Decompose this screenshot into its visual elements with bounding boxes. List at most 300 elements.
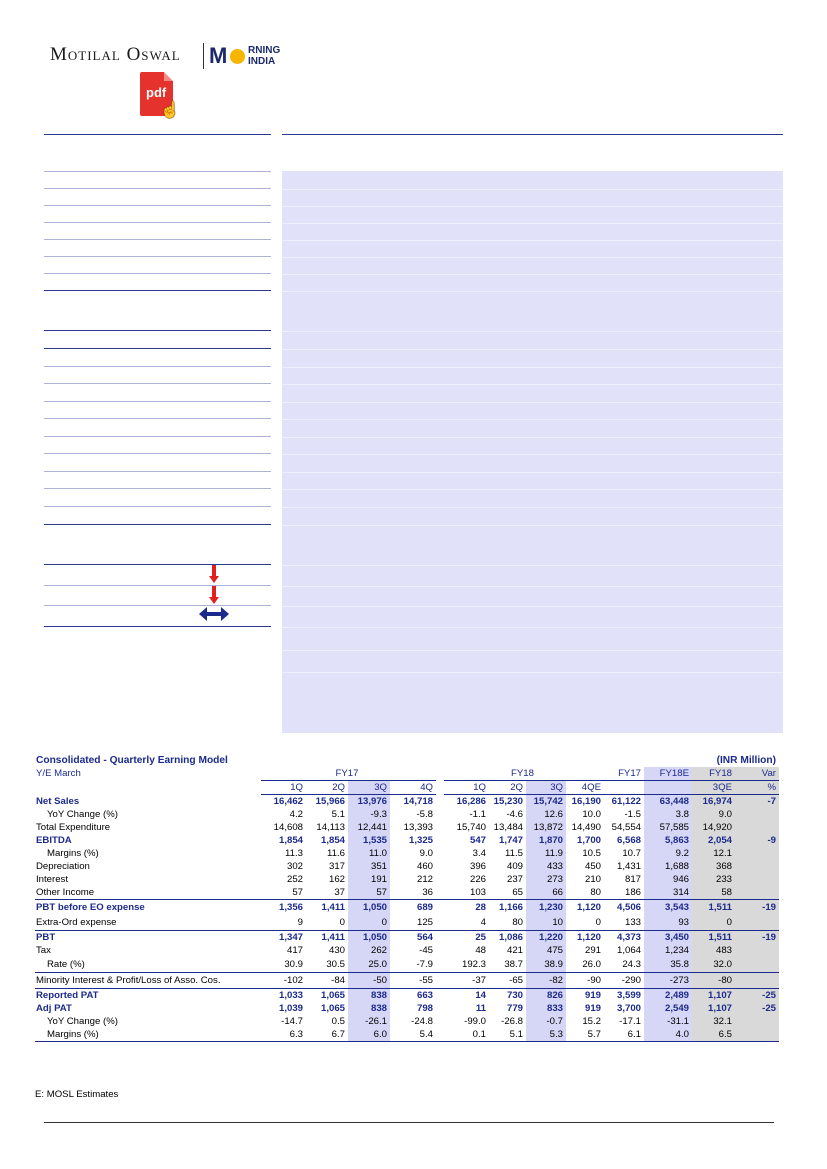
table-cell: -1.5	[624, 809, 641, 820]
table-cell: 1,411	[306, 900, 348, 916]
table-cell: 2,054	[692, 834, 735, 847]
estimate-change-header-rule	[44, 564, 271, 565]
table-cell: 30.9	[284, 959, 303, 970]
table-cell: -37	[444, 973, 489, 989]
quarter-header: 3QE	[692, 781, 735, 795]
quarter-header: 3Q	[526, 781, 566, 795]
quarter-header-row	[35, 781, 779, 795]
table-cell: 730	[489, 989, 526, 1003]
table-cell: 12.6	[526, 808, 566, 821]
table-cell: -84	[306, 973, 348, 989]
table-cell: 1,107	[692, 1002, 735, 1015]
table-cell	[735, 821, 779, 834]
panel-rule	[282, 223, 783, 224]
down-arrow-icon	[209, 565, 219, 583]
panel-rule	[282, 565, 783, 566]
table-cell: 15,230	[493, 796, 523, 807]
table-cell: 417	[286, 945, 303, 956]
row-label: Adj PAT	[36, 1003, 72, 1014]
row-label: Margins (%)	[47, 848, 99, 859]
table-cell: -19	[735, 931, 779, 945]
table-cell: 9.0	[692, 808, 735, 821]
table-cell: 1,086	[489, 931, 526, 945]
table-cell: 25.0	[348, 957, 390, 973]
table-cell: -1.1	[469, 809, 486, 820]
table-cell: 838	[348, 1002, 390, 1015]
info-rule	[44, 205, 271, 206]
table-cell: 25	[444, 931, 489, 945]
panel-rule	[282, 507, 783, 508]
info-rule	[44, 239, 271, 240]
table-cell: -4.6	[506, 809, 523, 820]
table-cell	[735, 957, 779, 973]
table-row	[35, 989, 779, 1003]
fy18-group-header: FY18	[444, 767, 604, 781]
table-cell: 5.7	[566, 1028, 604, 1042]
right-column-top-rule	[282, 134, 783, 135]
table-cell	[735, 808, 779, 821]
panel-rule	[282, 206, 783, 207]
table-cell: 15,740	[456, 822, 486, 833]
panel-rule	[282, 489, 783, 490]
table-cell: 663	[390, 989, 436, 1003]
table-cell: 946	[644, 873, 692, 886]
table-cell: 80	[512, 917, 523, 928]
table-cell: 1,511	[692, 931, 735, 945]
table-cell: -65	[489, 973, 526, 989]
table-cell: 826	[526, 989, 566, 1003]
table-cell: 24.3	[622, 959, 641, 970]
table-cell: 0	[348, 915, 390, 931]
table-cell: 3.4	[472, 848, 486, 859]
table-cell: 368	[692, 860, 735, 873]
row-label: EBITDA	[36, 835, 72, 846]
table-cell: 57	[348, 886, 390, 900]
table-cell: 11	[475, 1003, 486, 1014]
year-header-row	[35, 767, 779, 781]
table-cell: 10.0	[582, 809, 601, 820]
table-cell: 689	[390, 900, 436, 916]
table-cell: -290	[604, 973, 644, 989]
table-cell: 15,966	[315, 796, 345, 807]
table-cell: -9	[735, 834, 779, 847]
table-cell: -273	[644, 973, 692, 989]
table-cell: 252	[286, 874, 303, 885]
quarter-header: 2Q	[489, 781, 526, 795]
table-cell: 1,220	[526, 931, 566, 945]
row-label: PBT before EO expense	[35, 900, 261, 916]
table-cell: -5.8	[416, 809, 433, 820]
table-cell: 1,325	[408, 835, 433, 846]
pdf-download-button[interactable]	[140, 72, 180, 119]
table-cell: 919	[584, 1003, 601, 1014]
table-cell: 133	[624, 917, 641, 928]
table-cell: 10.5	[582, 848, 601, 859]
var-col-header: Var	[735, 767, 779, 781]
table-cell: -90	[566, 973, 604, 989]
panel-rule	[282, 349, 783, 350]
table-cell: 483	[692, 944, 735, 957]
fy18-col-header: FY18	[692, 767, 735, 781]
table-cell: 5.1	[489, 1028, 526, 1042]
table-cell: 6.5	[692, 1028, 735, 1042]
row-label: Other Income	[36, 887, 95, 898]
row-label: Interest	[36, 874, 68, 885]
table-row	[35, 1028, 779, 1042]
hand-pointer-icon: ☝	[160, 102, 180, 119]
table-cell: -9.3	[348, 808, 390, 821]
table-cell: 409	[506, 861, 523, 872]
fy17-col-header: FY17	[604, 767, 644, 781]
table-cell: 314	[644, 886, 692, 900]
table-cell: 61,122	[611, 796, 641, 807]
estimate-change-rule	[44, 585, 271, 586]
table-cell: 1,234	[644, 944, 692, 957]
table-cell: 1,230	[526, 900, 566, 916]
table-cell: -26.1	[348, 1015, 390, 1028]
table-cell: 2,549	[644, 1002, 692, 1015]
table-cell: 15,742	[526, 795, 566, 809]
table-cell: 1,511	[692, 900, 735, 916]
table-cell: -50	[348, 973, 390, 989]
table-cell	[735, 915, 779, 931]
table-cell: 11.6	[327, 848, 345, 859]
table-cell: 564	[390, 931, 436, 945]
table-cell: 13,872	[526, 821, 566, 834]
table-cell: 838	[348, 989, 390, 1003]
table-cell: 1,107	[692, 989, 735, 1003]
financials-rule	[44, 436, 271, 437]
table-cell: 16,286	[456, 796, 486, 807]
table-cell: 11.3	[285, 848, 303, 859]
table-row	[35, 795, 779, 809]
table-cell: 66	[526, 886, 566, 900]
table-cell: 11.0	[348, 847, 390, 860]
table-cell	[735, 886, 779, 900]
table-cell: 1,870	[526, 834, 566, 847]
table-cell: 63,448	[644, 795, 692, 809]
table-cell: 1,854	[320, 835, 345, 846]
table-body	[35, 795, 779, 1042]
table-cell: 2,489	[644, 989, 692, 1003]
panel-rule	[282, 627, 783, 628]
table-row	[35, 944, 779, 957]
table-row	[35, 1002, 779, 1015]
table-cell	[735, 1015, 779, 1028]
table-cell: 5.3	[526, 1028, 566, 1042]
table-cell: -45	[419, 945, 433, 956]
panel-rule	[282, 291, 783, 292]
table-cell: 0	[595, 917, 601, 928]
morning-india-word2: INDIA	[248, 56, 276, 67]
table-title-row	[35, 753, 779, 767]
table-cell: 1,747	[498, 835, 523, 846]
table-row	[35, 931, 779, 945]
info-rule	[44, 222, 271, 223]
row-label: Rate (%)	[47, 959, 85, 970]
table-row	[35, 957, 779, 973]
table-cell: 14,608	[273, 822, 303, 833]
table-cell: 12,441	[348, 821, 390, 834]
panel-rule	[282, 402, 783, 403]
table-cell: 237	[506, 874, 523, 885]
table-cell: 0	[339, 917, 345, 928]
financials-rule	[44, 418, 271, 419]
table-cell: 475	[526, 944, 566, 957]
table-cell: 0	[692, 915, 735, 931]
table-cell: 1,431	[616, 861, 641, 872]
table-cell: 186	[624, 887, 641, 898]
table-cell: 1,535	[348, 834, 390, 847]
table-row	[35, 915, 779, 931]
table-cell: 919	[566, 989, 604, 1003]
down-arrow-icon	[209, 586, 219, 604]
table-cell: 30.5	[326, 959, 345, 970]
table-cell: 9.0	[419, 848, 433, 859]
table-cell: 6.0	[348, 1028, 390, 1042]
logo-divider	[203, 43, 204, 69]
table-cell: 1,033	[261, 989, 306, 1003]
table-cell: 14	[444, 989, 489, 1003]
panel-rule	[282, 525, 783, 526]
quarter-header: 3Q	[348, 781, 390, 795]
table-row	[35, 847, 779, 860]
row-label: Reported PAT	[35, 989, 261, 1003]
table-cell: 80	[590, 887, 601, 898]
table-cell: 35.8	[644, 957, 692, 973]
table-cell: 54,554	[611, 822, 641, 833]
table-cell: 210	[584, 874, 601, 885]
table-cell: 57,585	[644, 821, 692, 834]
earnings-table	[35, 753, 779, 1042]
panel-rule	[282, 454, 783, 455]
table-cell: 32.1	[692, 1015, 735, 1028]
table-cell: 9	[297, 917, 303, 928]
table-cell: 28	[444, 900, 489, 916]
row-label: Net Sales	[36, 795, 80, 807]
panel-rule	[282, 606, 783, 607]
table-cell: -0.7	[526, 1015, 566, 1028]
table-cell: 430	[328, 945, 345, 956]
table-cell: 798	[416, 1003, 433, 1014]
pdf-label: pdf	[146, 85, 167, 100]
row-label: YoY Change (%)	[47, 809, 118, 820]
table-cell: -26.8	[501, 1016, 523, 1027]
table-cell: -102	[261, 973, 306, 989]
table-cell: 26.0	[582, 959, 601, 970]
table-row	[35, 860, 779, 873]
table-title: Consolidated - Quarterly Earning Model	[36, 754, 228, 766]
row-label: Tax	[36, 945, 51, 956]
table-cell: 162	[328, 874, 345, 885]
info-rule	[44, 273, 271, 274]
table-cell: 15.2	[582, 1016, 601, 1027]
table-cell: 6,568	[616, 835, 641, 846]
quarterly-earning-model	[35, 753, 779, 1042]
quarter-header: 1Q	[444, 781, 489, 795]
table-cell: 38.7	[504, 959, 523, 970]
percent-header: %	[735, 781, 779, 795]
table-cell	[735, 944, 779, 957]
fy17-group-header: FY17	[261, 767, 436, 781]
row-label: Depreciation	[36, 861, 90, 872]
table-cell: 3.8	[644, 808, 692, 821]
panel-rule	[282, 419, 783, 420]
table-cell: 4,373	[604, 931, 644, 945]
table-cell: 1,688	[644, 860, 692, 873]
table-cell: 226	[469, 874, 486, 885]
table-cell: -17.1	[619, 1016, 641, 1027]
info-rule	[44, 188, 271, 189]
table-cell: 1,120	[566, 900, 604, 916]
table-cell: 6.3	[261, 1028, 306, 1042]
table-cell: -31.1	[644, 1015, 692, 1028]
table-cell: 1,356	[261, 900, 306, 916]
panel-rule	[282, 331, 783, 332]
motilal-oswal-logo: Motilal Oswal	[50, 44, 181, 65]
financials-header-rule	[44, 330, 271, 331]
financials-rule	[44, 348, 271, 349]
table-cell	[735, 973, 779, 989]
table-cell: 125	[416, 917, 433, 928]
row-label: YoY Change (%)	[47, 1016, 118, 1027]
table-cell: -14.7	[281, 1016, 303, 1027]
table-cell	[735, 860, 779, 873]
table-cell: 421	[506, 945, 523, 956]
table-cell: 1,700	[576, 835, 601, 846]
table-cell: 37	[334, 887, 345, 898]
table-cell: 262	[348, 944, 390, 957]
panel-rule	[282, 240, 783, 241]
table-cell: 3,599	[604, 989, 644, 1003]
table-cell: 1,347	[261, 931, 306, 945]
row-label: Extra-Ord expense	[36, 917, 117, 928]
table-row	[35, 834, 779, 847]
info-rule	[44, 171, 271, 172]
table-cell: 6.1	[604, 1028, 644, 1042]
table-row	[35, 1015, 779, 1028]
page-bottom-rule	[44, 1122, 774, 1123]
table-cell: 191	[348, 873, 390, 886]
panel-rule	[282, 650, 783, 651]
table-cell: -99.0	[464, 1016, 486, 1027]
table-cell: 13,976	[348, 795, 390, 809]
financials-rule	[44, 383, 271, 384]
table-cell: 4,506	[604, 900, 644, 916]
table-cell: 93	[644, 915, 692, 931]
quarter-header: 1Q	[261, 781, 306, 795]
panel-rule	[282, 472, 783, 473]
table-cell: -25	[735, 989, 779, 1003]
table-cell: 1,854	[278, 835, 303, 846]
table-cell: 1,065	[306, 989, 348, 1003]
estimate-change-rule	[44, 605, 271, 606]
table-cell: 6.7	[306, 1028, 348, 1042]
table-cell: 14,113	[316, 822, 345, 833]
table-cell: 302	[286, 861, 303, 872]
table-cell: 192.3	[461, 959, 486, 970]
table-cell: 14,920	[692, 821, 735, 834]
ye-label: Y/E March	[36, 768, 81, 780]
table-cell: 4.0	[644, 1028, 692, 1042]
table-cell: 433	[526, 860, 566, 873]
table-cell: 16,974	[692, 795, 735, 809]
table-cell	[735, 1028, 779, 1042]
table-cell: 13,484	[493, 822, 523, 833]
row-label: PBT	[35, 931, 261, 945]
panel-rule	[282, 367, 783, 368]
table-cell: 273	[526, 873, 566, 886]
table-cell: 0.5	[331, 1016, 345, 1027]
pdf-page-fold	[164, 72, 173, 81]
quarter-header: 2Q	[306, 781, 348, 795]
table-cell: 11.9	[526, 847, 566, 860]
table-cell: 817	[624, 874, 641, 885]
left-column-top-rule	[44, 134, 271, 135]
table-cell: 779	[506, 1003, 523, 1014]
panel-rule	[282, 384, 783, 385]
table-cell: 103	[469, 887, 486, 898]
left-right-arrow-icon	[199, 607, 229, 621]
table-cell: 1,166	[489, 900, 526, 916]
table-cell: 1,411	[306, 931, 348, 945]
table-cell: -82	[526, 973, 566, 989]
table-cell: -24.8	[411, 1016, 433, 1027]
table-cell	[735, 873, 779, 886]
table-cell: 10.7	[622, 848, 641, 859]
table-cell: 10	[526, 915, 566, 931]
table-cell: 12.1	[692, 847, 735, 860]
financials-rule	[44, 366, 271, 367]
table-cell: 233	[692, 873, 735, 886]
quarter-header: 4Q	[390, 781, 436, 795]
table-cell: 16,190	[571, 796, 601, 807]
panel-rule	[282, 672, 783, 673]
table-cell: 3,450	[644, 931, 692, 945]
table-row	[35, 821, 779, 834]
table-cell: 460	[416, 861, 433, 872]
table-row	[35, 973, 779, 989]
info-block-end-rule	[44, 290, 271, 291]
table-cell: 11.5	[505, 848, 523, 859]
table-cell: 5.1	[331, 809, 345, 820]
financials-rule	[44, 401, 271, 402]
table-cell	[735, 847, 779, 860]
financials-rule	[44, 471, 271, 472]
table-cell: 3,700	[616, 1003, 641, 1014]
table-cell: 57	[292, 887, 303, 898]
table-cell: 547	[469, 835, 486, 846]
table-cell: 3,543	[644, 900, 692, 916]
info-rule	[44, 256, 271, 257]
panel-rule	[282, 189, 783, 190]
panel-rule	[282, 274, 783, 275]
table-cell: 5.4	[390, 1028, 436, 1042]
table-cell: 9.2	[644, 847, 692, 860]
row-label: Margins (%)	[35, 1028, 261, 1042]
table-cell: 4.2	[289, 809, 303, 820]
table-cell: -25	[735, 1002, 779, 1015]
table-cell: 1,120	[566, 931, 604, 945]
row-label: Total Expenditure	[36, 822, 111, 833]
table-cell: 14,718	[403, 796, 433, 807]
quarter-header: 4QE	[566, 781, 604, 795]
morning-india-m: M	[209, 43, 228, 68]
panel-rule	[282, 437, 783, 438]
table-cell: -7.9	[416, 959, 433, 970]
table-cell: 1,064	[616, 945, 641, 956]
sun-icon	[230, 49, 245, 64]
